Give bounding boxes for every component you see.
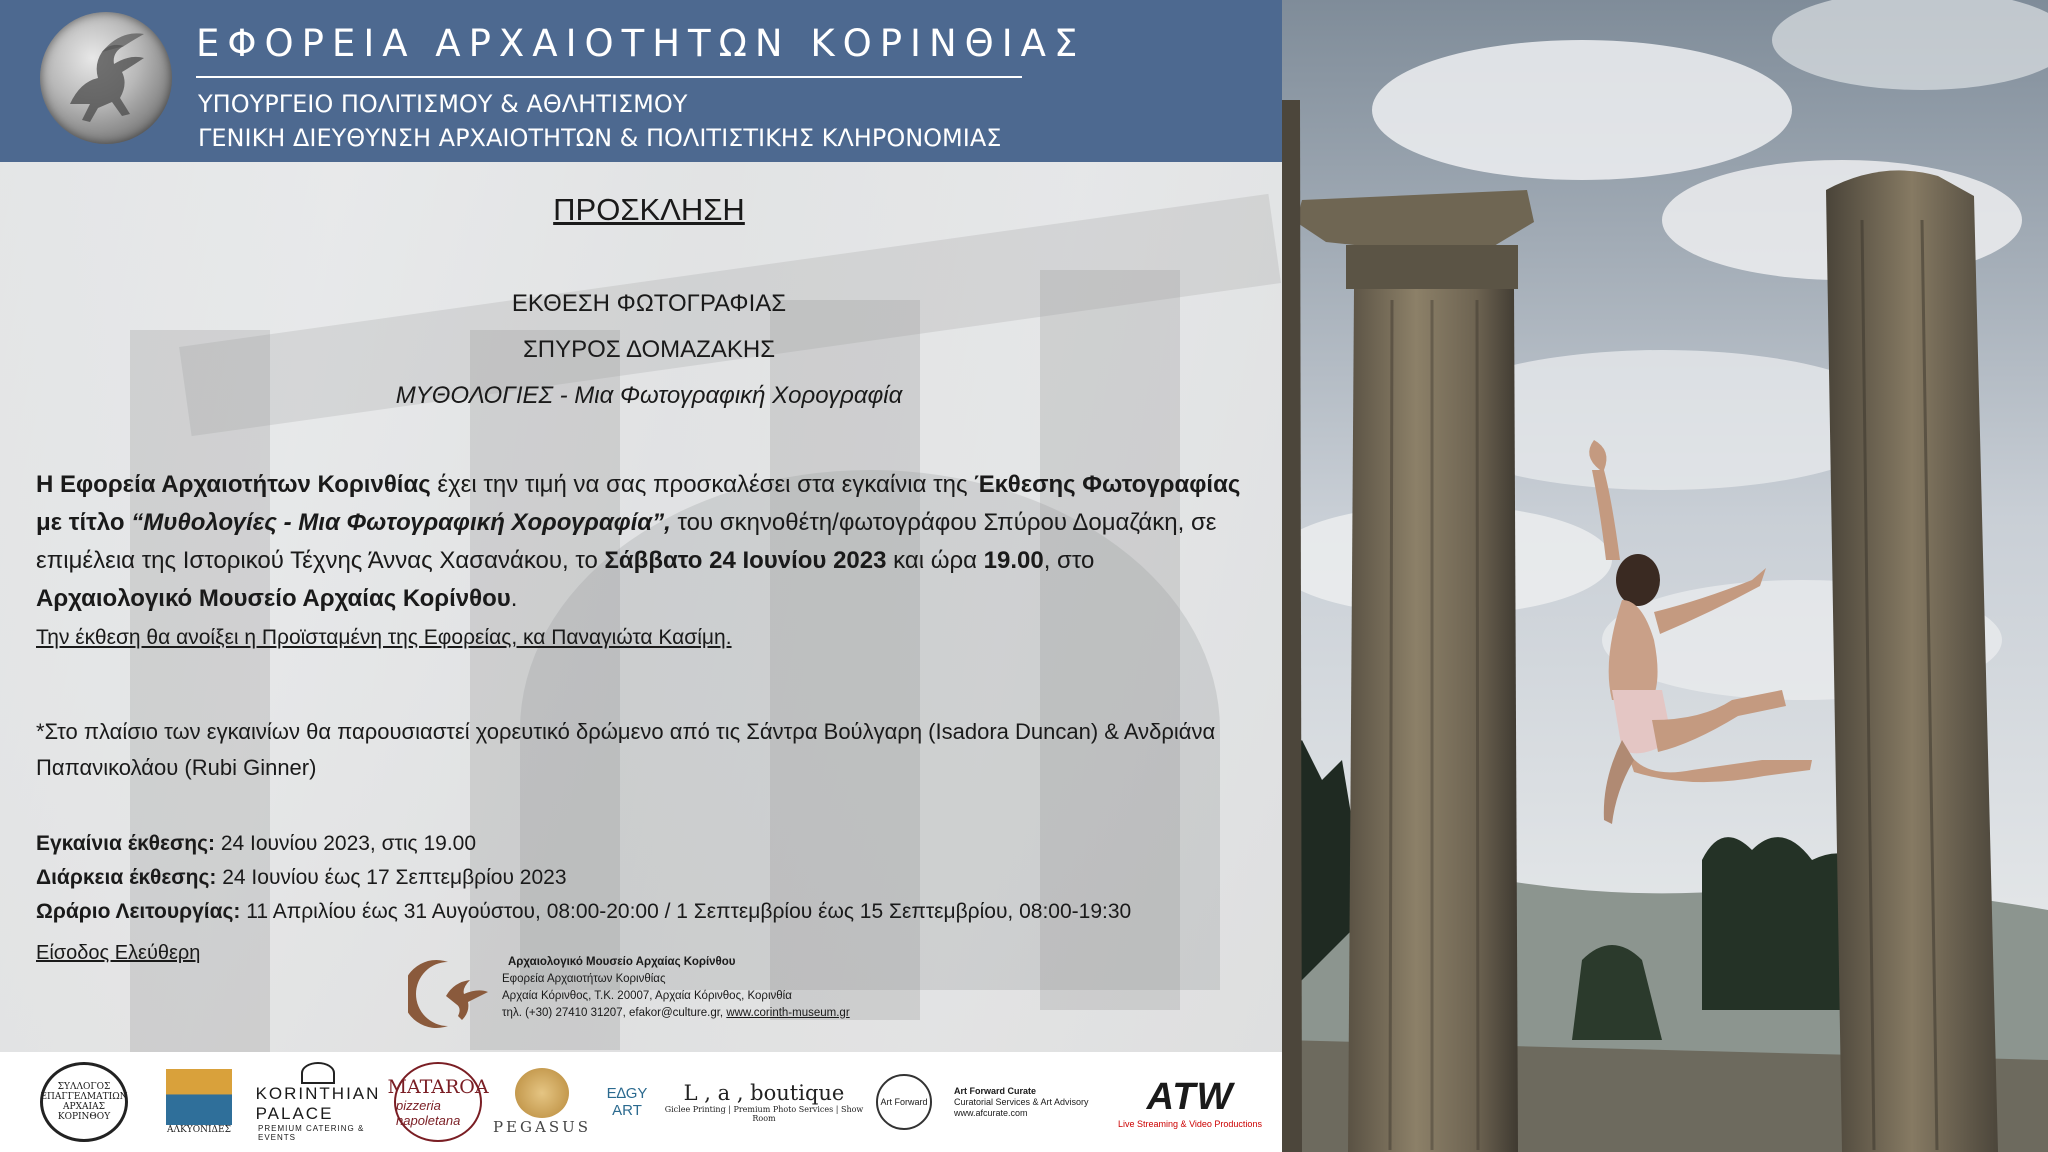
- sponsor-curate-tag: Curatorial Services & Art Advisory: [954, 1096, 1089, 1107]
- museum-org: Εφορεία Αρχαιοτήτων Κορινθίας: [502, 973, 666, 985]
- background-temple-column: [1040, 270, 1180, 1010]
- background-temple-column: [470, 330, 620, 1050]
- sponsor-palace-name: KORINTHIAN PALACE: [255, 1084, 381, 1123]
- sponsor-palace-icon: [301, 1062, 335, 1084]
- museum-address: Αρχαία Κόρινθος, Τ.Κ. 20007, Αρχαία Κόρινθος, Κορινθία: [502, 990, 792, 1002]
- sponsor-atw-name: ATW: [1146, 1075, 1234, 1118]
- invitation-heading: ΠΡΟΣΚΛΗΣΗ: [553, 192, 745, 227]
- sponsor-traders-badge: [40, 1062, 128, 1142]
- opening-info: [36, 832, 476, 856]
- sponsor-logo-traders-association: [40, 1062, 128, 1142]
- museum-pegasus-logo-icon: [408, 958, 492, 1030]
- para-text: έχει την τιμή να σας προσκαλέσει στα εγκαίνια της: [430, 471, 975, 498]
- sponsor-logo-alkyonides: [164, 1062, 234, 1142]
- exhibition-subtitle: ΜΥΘΟΛΟΓΙΕΣ - Μια Φωτογραφική Χορογραφία: [395, 382, 903, 409]
- duration-value: 24 Ιουνίου έως 17 Σεπτεμβρίου 2023: [216, 866, 567, 889]
- sponsor-curate-url: www.afcurate.com: [954, 1107, 1028, 1118]
- sponsor-logo-korinthian-palace: [255, 1062, 381, 1142]
- opening-value: 24 Ιουνίου 2023, στις 19.00: [215, 832, 477, 855]
- sponsor-logo-atw: [1110, 1062, 1270, 1142]
- event-time: 19.00: [983, 547, 1044, 574]
- sponsor-strip: [0, 1052, 1282, 1152]
- sponsor-mataroa-badge: [387, 1062, 489, 1142]
- dancer-among-columns-image: [1282, 0, 2048, 1152]
- sponsor-atw-tag: Live Streaming & Video Productions: [1118, 1118, 1262, 1129]
- exhibition-label: Έκθεσης Φωτογραφίας με τίτλο: [36, 471, 1241, 536]
- opener-text: Την έκθεση θα ανοίξει η Προϊσταμένη της Εφορείας, κα Παναγιώτα Κασίμη.: [36, 626, 732, 649]
- sponsor-pegasus-icon: [515, 1068, 569, 1118]
- org-name: Η Εφορεία Αρχαιοτήτων Κορινθίας: [36, 471, 431, 498]
- museum-contact-block: [502, 954, 850, 1022]
- sponsor-logo-art-forward: [874, 1062, 934, 1142]
- sponsor-curate-name: Art Forward Curate: [954, 1085, 1037, 1096]
- opening-label: Εγκαίνια έκθεσης:: [36, 832, 216, 855]
- header-title: ΕΦΟΡΕΙΑ ΑΡΧΑΙΟΤΗΤΩΝ ΚΟΡΙΝΘΙΑΣ: [196, 22, 1086, 65]
- para-text: .: [510, 585, 518, 612]
- pegasus-coin-icon: [40, 12, 172, 144]
- header-directorate: ΓΕΝΙΚΗ ΔΙΕΥΘΥΝΣΗ ΑΡΧΑΙΟΤΗΤΩΝ & ΠΟΛΙΤΙΣΤΙΚΗΣ ΚΛΗΡΟΝΟΜΙΑΣ: [198, 124, 1002, 152]
- sponsor-logo-mataroa: [382, 1062, 494, 1142]
- sponsor-logo-la-boutique: [664, 1062, 864, 1142]
- sponsor-alkyonides-icon: [166, 1069, 232, 1125]
- header-banner: [0, 0, 1282, 162]
- dancer-photo: [1282, 0, 2048, 1152]
- sponsor-art-forward-badge: [876, 1074, 932, 1130]
- sponsor-palace-tag: PREMIUM CATERING & EVENTS: [258, 1124, 365, 1142]
- duration-info: [36, 866, 567, 890]
- sponsor-logo-eggy-art: [602, 1062, 652, 1142]
- hours-label: Ωράριο Λειτουργίας:: [36, 900, 241, 923]
- sponsor-art-forward-name: Art Forward: [880, 1097, 928, 1107]
- hours-info: [36, 900, 1131, 924]
- para-text: του σκηνοθέτη/φωτογράφου Σπύρου Δομαζάκη, σε επιμέλεια της Ιστορικού Τέχνης Άννας Χασανάκου, το: [36, 509, 1217, 574]
- museum-url-link[interactable]: www.corinth-museum.gr: [726, 1007, 850, 1019]
- free-entry: Είσοδος Ελεύθερη: [36, 942, 201, 964]
- dance-note: *Στο πλαίσιο των εγκαινίων θα παρουσιαστεί χορευτικό δρώμενο από τις Σάντρα Βούλγαρη (Isadora Duncan) & Ανδριάνα Παπανικολάου (Rubi Ginner): [36, 719, 1216, 780]
- artist-name: ΣΠΥΡΟΣ ΔΟΜΑΖΑΚΗΣ: [522, 336, 776, 363]
- header-ministry: ΥΠΟΥΡΓΕΙΟ ΠΟΛΙΤΙΣΜΟΥ & ΑΘΛΗΤΙΣΜΟΥ: [198, 90, 688, 118]
- sponsor-logo-art-forward-curate: [954, 1062, 1094, 1142]
- sponsor-eggy-tag: ART: [612, 1102, 642, 1119]
- museum-contact: [502, 1005, 850, 1022]
- museum-name: Αρχαιολογικό Μουσείο Αρχαίας Κορίνθου: [508, 956, 736, 968]
- para-text: , στο: [1043, 547, 1095, 574]
- event-date: Σάββατο 24 Ιουνίου 2023: [604, 547, 887, 574]
- header-divider: [196, 76, 1022, 78]
- sponsor-mataroa-tag: pizzeria napoletana: [396, 1098, 461, 1128]
- sponsor-logo-pegasus: [492, 1062, 592, 1142]
- event-venue: Αρχαιολογικό Μουσείο Αρχαίας Κορίνθου: [36, 585, 511, 612]
- sponsor-pegasus-name: PEGASUS: [492, 1118, 592, 1136]
- hours-value: 11 Απριλίου έως 31 Αυγούστου, 08:00-20:00 / 1 Σεπτεμβρίου έως 15 Σεπτεμβρίου, 08:00-19:30: [240, 900, 1132, 923]
- sponsor-boutique-tag: Giclee Printing | Premium Photo Services | Show Room: [664, 1105, 864, 1123]
- exhibition-title: “Μυθολογίες - Μια Φωτογραφική Χορογραφία”,: [131, 509, 671, 536]
- sponsor-boutique-name: L , a , boutique: [683, 1081, 845, 1105]
- sponsor-alkyonides-text: ΑΛΚΥΟΝΙΔΕΣ: [167, 1125, 231, 1135]
- exhibition-type: ΕΚΘΕΣΗ ΦΩΤΟΓΡΑΦΙΑΣ: [511, 290, 787, 317]
- museum-phone-email: τηλ. (+30) 27410 31207, efakor@culture.gr,: [502, 1007, 727, 1019]
- sponsor-traders-text: ΣΥΛΛΟΓΟΣ ΕΠΑΓΓΕΛΜΑΤΙΩΝ ΑΡΧΑΙΑΣ ΚΟΡΙΝΘΟΥ: [40, 1082, 128, 1122]
- invitation-paragraph: [36, 466, 1256, 618]
- para-text: και ώρα: [886, 547, 984, 574]
- duration-label: Διάρκεια έκθεσης:: [36, 866, 217, 889]
- sponsor-eggy-name: E∆GY: [606, 1085, 648, 1102]
- sponsor-mataroa-name: MATAROA: [387, 1076, 489, 1098]
